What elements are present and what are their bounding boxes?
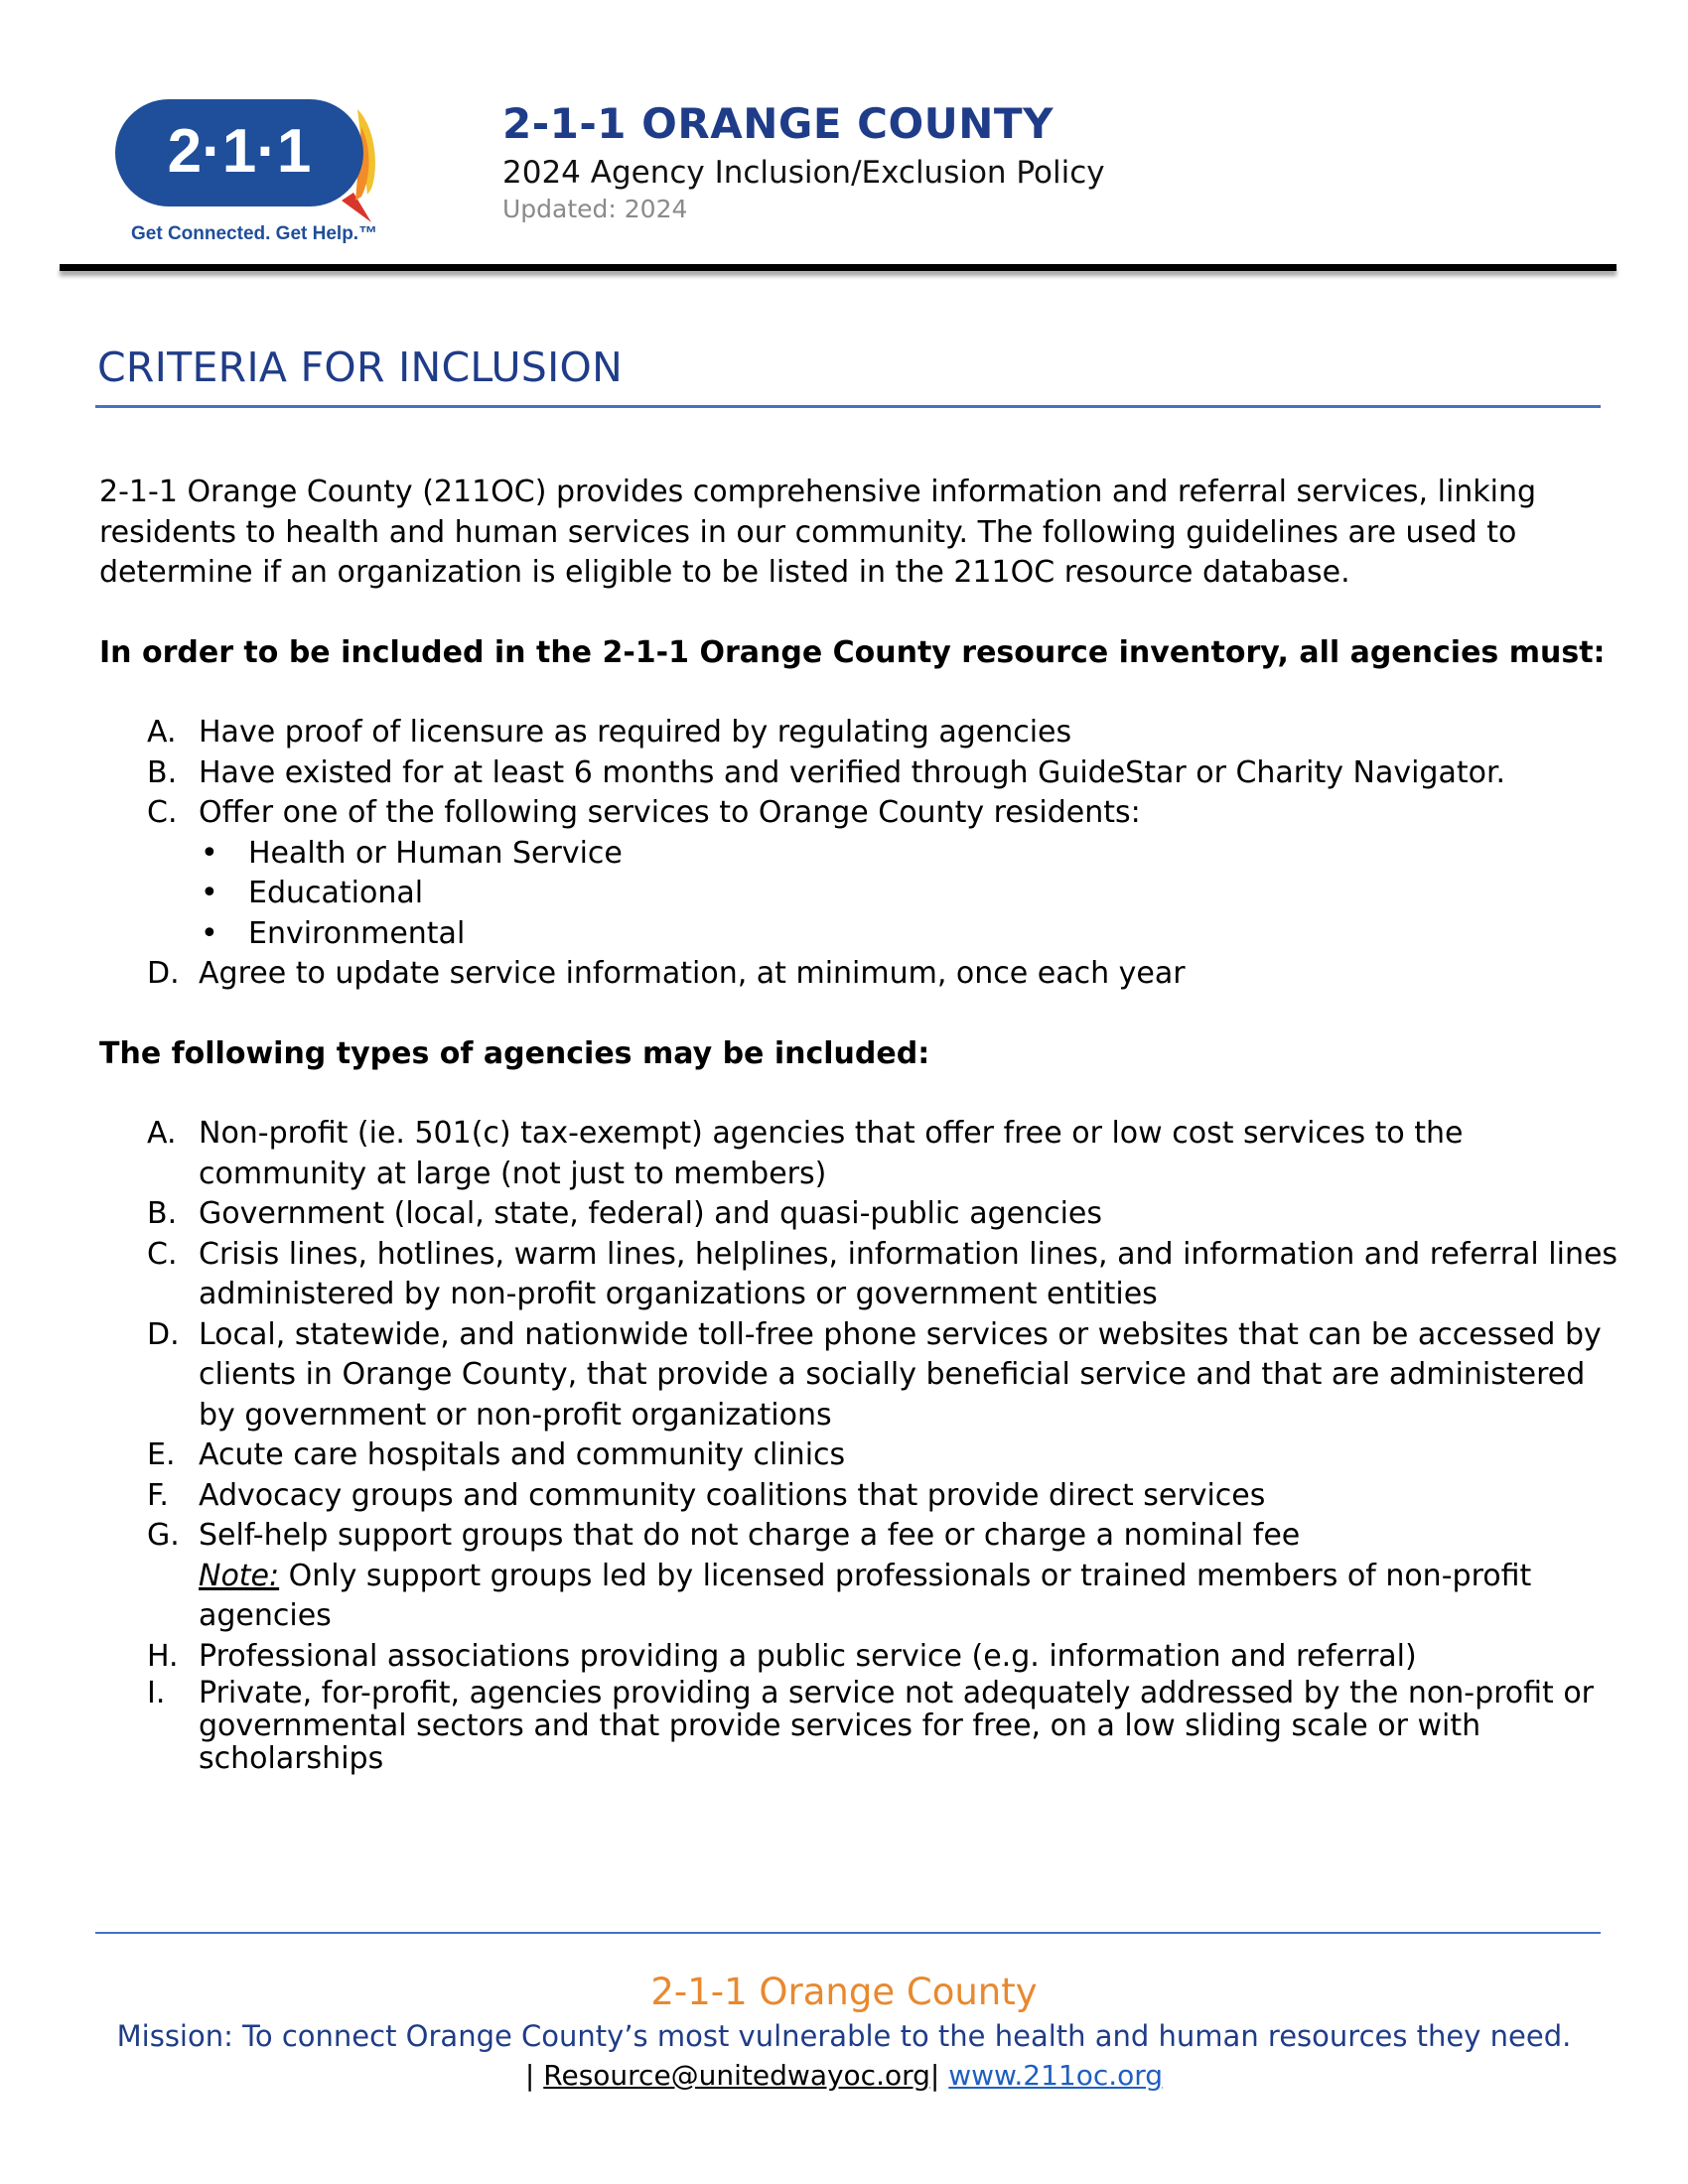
note (199, 1557, 1618, 1637)
list-item-text: Local, statewide, and nationwide toll-free phone services or websites that can be accessed by clients in Orange County, that provide a socially beneficial service and that are administered by government or non-profit organizations (199, 1316, 1602, 1433)
document-body (99, 473, 1618, 1775)
list-marker: C. (147, 1236, 178, 1272)
section-divider (95, 405, 1601, 408)
list-marker: B. (147, 1196, 178, 1231)
list-item-text: Government (local, state, federal) and quasi-public agencies (199, 1196, 1103, 1231)
list-item-text: Non-profit (ie. 501(c) tax-exempt) agencies that offer free or low cost services to the community at large (not just to members) (199, 1116, 1464, 1191)
list-marker: D. (147, 956, 180, 991)
footer-separator: | (929, 2059, 949, 2092)
list-item (99, 1677, 1618, 1775)
list-item-text: Offer one of the following services to Orange County residents: (199, 795, 1141, 830)
header-subtitle: 2024 Agency Inclusion/Exclusion Policy (502, 155, 1105, 191)
website-link[interactable]: www.211oc.org (948, 2059, 1164, 2092)
agency-types-list (99, 1114, 1618, 1775)
note-text: Only support groups led by licensed professionals or trained members of non-profit agencies (199, 1558, 1532, 1633)
211-logo (111, 97, 389, 246)
list-item (99, 1315, 1618, 1436)
services-sublist (199, 834, 1618, 955)
header-title: 2-1-1 ORANGE COUNTY (502, 99, 1054, 148)
bullet-item-text: Educational (248, 876, 424, 910)
list-item-text: Have proof of licensure as required by regulating agencies (199, 715, 1072, 750)
list-item (99, 1476, 1618, 1517)
list-item (99, 1516, 1618, 1637)
footer-org-name: 2-1-1 Orange County (650, 1971, 1038, 2013)
email-link[interactable]: Resource@unitedwayoc.org (543, 2059, 930, 2092)
list-item-text: Self-help support groups that do not charge a fee or charge a nominal fee (199, 1518, 1301, 1553)
list-item-text: Professional associations providing a public service (e.g. information and referral) (199, 1638, 1417, 1674)
bullet-item (199, 874, 1618, 914)
requirements-heading: In order to be included in the 2-1-1 Orange County resource inventory, all agencies must: (99, 634, 1606, 670)
list-marker: G. (147, 1518, 180, 1553)
section-title: CRITERIA FOR INCLUSION (97, 343, 624, 391)
bullet-item-text: Health or Human Service (248, 835, 623, 871)
list-item-text: Acute care hospitals and community clinics (199, 1437, 846, 1472)
types-heading: The following types of agencies may be included: (99, 1035, 930, 1071)
list-item (99, 1435, 1618, 1476)
list-item (99, 954, 1618, 995)
header-updated: Updated: 2024 (502, 195, 688, 223)
list-marker: E. (147, 1437, 176, 1472)
footer-contact (0, 2059, 1688, 2092)
list-item-text: Crisis lines, hotlines, warm lines, helplines, information lines, and information and referral lines administered by non-profit organizations or government entities (199, 1236, 1618, 1311)
footer-mission: Mission: To connect Orange County’s most vulnerable to the health and human resources they need. (116, 2019, 1572, 2053)
footer-divider (95, 1932, 1601, 1934)
list-item (99, 793, 1618, 954)
requirements-list (99, 713, 1618, 995)
bullet-item (199, 914, 1618, 955)
list-marker: D. (147, 1316, 180, 1352)
list-item (99, 713, 1618, 753)
list-item (99, 753, 1618, 794)
footer-separator: | (524, 2059, 544, 2092)
list-item (99, 1194, 1618, 1235)
list-item-text: Agree to update service information, at minimum, once each year (199, 956, 1186, 991)
bullet-icon: • (201, 876, 218, 910)
logo-mark: 2·1·1 (167, 117, 312, 186)
list-marker: A. (147, 715, 177, 750)
bullet-icon: • (201, 835, 218, 871)
list-item (99, 1637, 1618, 1678)
list-item-text: Have existed for at least 6 months and verified through GuideStar or Charity Navigator. (199, 754, 1506, 790)
list-marker: H. (147, 1638, 179, 1674)
list-item (99, 1235, 1618, 1315)
list-marker: C. (147, 795, 178, 830)
bullet-item (199, 834, 1618, 875)
list-item-text: Private, for-profit, agencies providing a service not adequately addressed by the non-profit or governmental sectors and that provide services for free, on a low sliding scale or with scholarships (199, 1676, 1595, 1776)
logo-tagline: Get Connected. Get Help.™ (131, 223, 378, 244)
list-marker: B. (147, 754, 178, 790)
list-item (99, 1114, 1618, 1194)
list-marker: I. (147, 1676, 166, 1710)
list-item-text: Advocacy groups and community coalitions that provide direct services (199, 1477, 1266, 1513)
list-marker: A. (147, 1116, 177, 1151)
bullet-item-text: Environmental (248, 915, 466, 951)
intro-paragraph: 2-1-1 Orange County (211OC) provides comprehensive information and referral services, linking residents to health and human services in our community. The following guidelines are used to determine if an organization is eligible to be listed in the 211OC resource database. (99, 475, 1537, 590)
header-divider (60, 264, 1617, 271)
list-marker: F. (147, 1477, 169, 1513)
bullet-icon: • (201, 915, 218, 951)
note-label: Note: (199, 1558, 280, 1593)
